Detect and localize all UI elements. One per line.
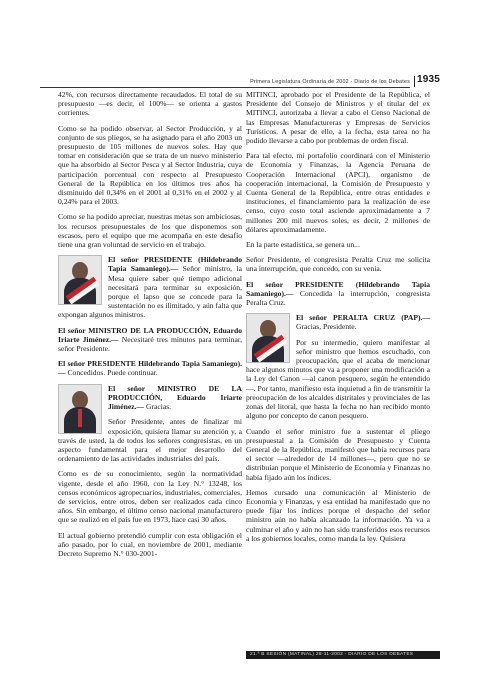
speaker-text: Señor ministro, la Mesa quiere saber qué tiempo adicional necesitará para terminar su exposición, porque el lapso que se concede para la sustentación no es ilimitado, y aún falta que expongan algunos ministros.	[58, 264, 242, 320]
speaker-name: El señor MINISTRO DE LA PRODUCCIÓN, Eduardo Iriarte Jiménez.—	[58, 325, 242, 344]
page-header	[40, 74, 440, 88]
paragraph: 42%, con recursos directamente recaudados. El total de su presupuesto —es decir, el 100%— se orienta a gastos corrientes.	[58, 90, 242, 118]
speaker-photo	[58, 384, 102, 434]
speaker-entry	[58, 326, 242, 354]
speaker-name: El señor PRESIDENTE Hildebrando Tapia Samaniego).—	[58, 359, 242, 378]
paragraph: Señor Presidente, antes de finalizar mi exposición, quisiera llamar su atención y, a través de usted, la de todos los señores congresistas, en un aspecto fundamental para el mejor desarrollo del ordenamiento de las actividades industriales del país.	[58, 417, 242, 464]
header-separator	[414, 76, 415, 87]
paragraph: Señor Presidente, el congresista Peralta Cruz me solicita una interrupción, que concedo, con su venia.	[246, 255, 430, 274]
paragraph: Por su intermedio, quiero manifestar al señor ministro que hemos escuchado, con preocupación, que el acaba de mencionar hace algunos minutos que va a proponer una modificación a la Ley del Canon —al canon pesquero, según he entendido—. Por tanto, manifiesto esta inquietud a fin de transmitir la preocupación de los alcaldes distritales y provinciales de las zonas del litoral, que hasta la fecha no han recibido monto alguno por concepto de canon pesquero.	[246, 337, 430, 421]
paragraph: En la parte estadística, se genera un...	[246, 240, 360, 250]
header-title: Primera Legislatura Ordinaria de 2002 - Diario de los Debates	[250, 79, 410, 85]
paragraph: MITINCI, aprobado por el Presidente de la República, el Presidente del Consejo de Ministros y el titular del ex MITINCI, autorizaba a llevar a cabo el Censo Nacional de las Empresas Manufactureras y Empresas de Servicios Turísticos. A pesar de ello, a la fecha, esta tarea no ha podido llevarse a cabo por problemas de orden fiscal.	[246, 90, 430, 146]
paragraph: El actual gobierno pretendió cumplir con esta obligación el año pasado, por lo cual, en noviembre de 2001, mediante Decreto Supremo N.° 030-2001-	[58, 530, 242, 558]
paragraph: Hemos cursado una comunicación al Ministerio de Economía y Finanzas, y esa entidad ha manifestado que no puede fijar los índices porque el despacho del señor ministro aún no había alcanzado la información. Ya va a culminar el año y aún no han sido transferidos esos recursos a los gobiernos locales, como manda la ley. Quisiera	[246, 487, 430, 543]
speaker-entry	[58, 359, 242, 377]
speaker-text: Gracias.	[144, 402, 172, 412]
paragraph: Como es de su conocimiento, según la normatividad vigente, desde el año 1960, con la Ley N.° 13248, los censos económicos agropecuarios, industriales, comerciales, de servicios, entre otros, deben ser realizados cada cinco años. Sin embargo, el último censo nacional manufacturero que se realizó en el país fue en 1973, hace casi 30 años.	[58, 469, 242, 525]
speaker-photo	[58, 255, 102, 305]
speaker-text: Concedida la interrupción, congresista Peralta Cruz.	[246, 288, 430, 308]
speaker-entry	[246, 280, 430, 308]
speaker-name: El señor MINISTRO DE LA PRODUCCIÓN, Eduardo Iriarte Jiménez.—	[108, 383, 242, 412]
paragraph: Como se ha podido apreciar, nuestras metas son ambiciosas, los recursos presupuestales de los que disponemos son escasos, pero el equipo que me acompaña en este desafío tiene una gran voluntad de servicio en el trabajo.	[58, 212, 242, 250]
speaker-photo	[246, 313, 290, 363]
speaker-name: El señor PERALTA CRUZ (PAP).—	[296, 313, 430, 323]
left-column	[58, 90, 242, 564]
speaker-name: El señor PRESIDENTE (Hildebrando Tapia Samaniego).—	[246, 279, 430, 298]
speaker-name: El señor PRESIDENTE (Hildebrando Tapia Samaniego).—	[108, 255, 242, 274]
header-rule	[40, 87, 410, 88]
speaker-text: Gracias, Presidente.	[296, 322, 357, 332]
page-footer: 21.ª B SESIÓN (MATINAL) 28-11-2002 - DIARIO DE LOS DEBATES	[246, 651, 440, 659]
speaker-text: Concedidos. Puede continuar.	[65, 368, 158, 378]
speaker-text: Necesitaré tres minutos para terminar, señor Presidente.	[58, 334, 242, 354]
page-number: 1935	[416, 74, 440, 85]
paragraph: Para tal efecto, mi portafolio coordinará con el Ministerio de Economía y Finanzas, la Agencia Peruana de Cooperación Internacional (APCI), organismo de cooperación internacional, la Comisión de Presupuesto y Cuenta General de la República, entre otras entidades e instituciones, el financiamiento para la realización de ese censo, cuyo costo total asciende aproximadamente a 7 millones 200 mil nuevos soles, es decir, 2 millones de dólares aproximadamente.	[246, 151, 430, 234]
speaker-entry	[58, 255, 242, 319]
paragraph: Como se ha podido observar, al Sector Producción, y al conjunto de sus pliegos, se ha asignado para el año 2003 un presupuesto de 105 millones de nuevos soles. Hay que tomar en consideración que se trata de un nuevo ministerio que ha absorbido al Sector Pesca y al Sector Industria, cuya participación porcentual con respecto al Presupuesto General de la República en los últimos tres años ha disminuido del 0,34% en el 2001 al 0,31% en el 2002 y al 0,24% para el 2003.	[58, 123, 242, 207]
speaker-entry	[58, 384, 242, 412]
paragraph: Cuando el señor ministro fue a sustentar el pliego presupuestal a la Comisión de Presupuesto y Cuenta General de la República, manifestó que había recursos para el sector —alrededor de 14 millones—, pero que no se distribuían porque el Ministerio de Economía y Finanzas no había fijado aún los índices.	[246, 426, 430, 482]
right-column	[246, 90, 430, 549]
speaker-entry	[246, 313, 430, 331]
